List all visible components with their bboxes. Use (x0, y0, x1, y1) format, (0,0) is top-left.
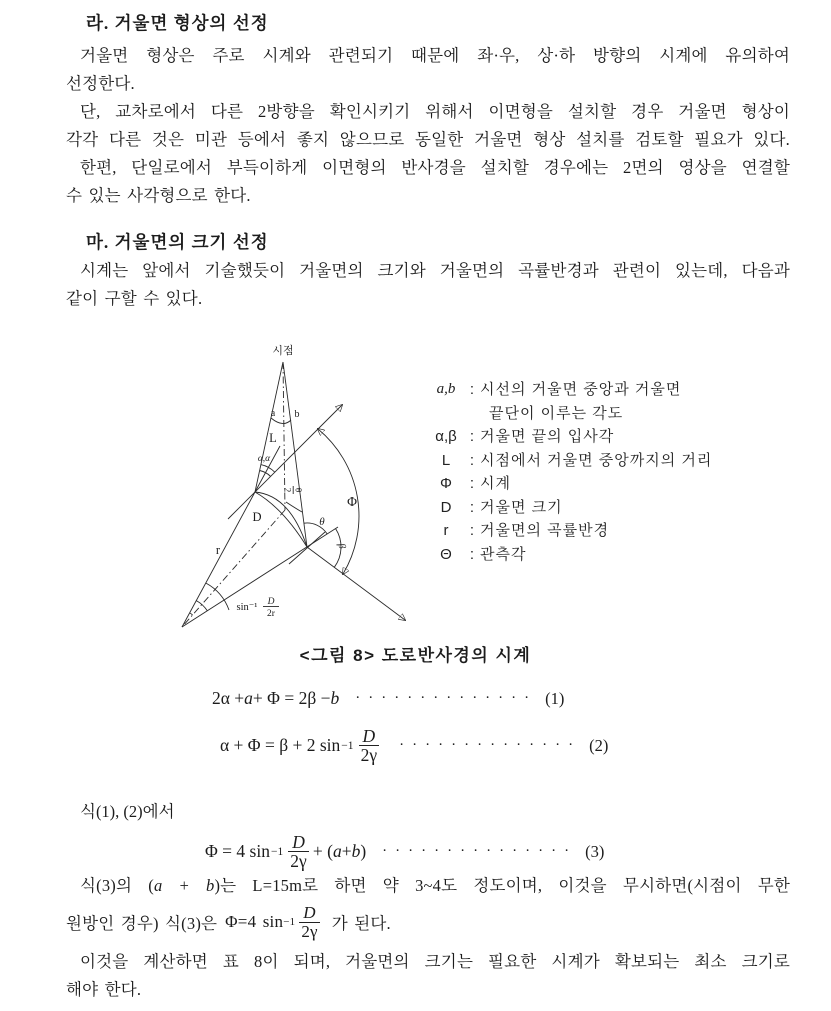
closing-paragraph (66, 948, 790, 1004)
equation-3: Φ = 4 sin −1 $\frac{D}{2\gamma}$ + ( a + b ) ··············· (3) (205, 832, 605, 872)
legend-symbol: α,β (435, 428, 457, 445)
label-alpha-alpha: α,α (257, 454, 271, 464)
svg-text:θ: θ (293, 487, 304, 493)
text-line: 같이 구할 수 있다. (66, 289, 203, 308)
label-phi: Φ (347, 494, 357, 509)
closing-paragraph (66, 872, 790, 900)
label-sin-inverse (237, 597, 279, 619)
paragraph (66, 154, 790, 210)
legend-symbol: Φ (440, 475, 452, 492)
label-beta (335, 542, 347, 550)
paragraph (66, 42, 790, 98)
viewpoint-label: 시점 (272, 345, 294, 357)
mirror-chord (255, 492, 307, 547)
dot-leader: ··············· (382, 843, 578, 860)
text-line: 시계는 앞에서 기술했듯이 거울면의 크기와 거울면의 곡률반경과 관련이 있는데, 다음과 (80, 261, 790, 280)
equation-2: α + Φ = β + 2 sin −1 $\frac{D}{2\gamma}$ ·············· (2) (220, 726, 609, 766)
equation-number: (3) (585, 841, 605, 861)
legend-row: a,b : 시선의 거울면 중앙과 거울면 (428, 378, 712, 402)
mirror-front-surface (255, 492, 307, 547)
text-line: 수 있는 사각형으로 한다. (66, 186, 251, 205)
radius-right-extended (182, 527, 338, 627)
svg-text:D: D (267, 597, 275, 607)
legend-row: α,β : 거울면 끝의 입사각 (428, 425, 712, 449)
equation-number: (2) (589, 735, 609, 755)
geometry-diagram (145, 340, 455, 640)
legend-row: r : 거울면의 곡률반경 (428, 519, 712, 543)
legend-row: L : 시점에서 거울면 중앙까지의 거리 (428, 449, 712, 473)
section-heading-la: 라. 거울면 형상의 선정 (86, 13, 269, 33)
legend-label: 시선의 거울면 중앙과 거울면 (480, 381, 682, 398)
svg-text:sin⁻¹: sin⁻¹ (236, 602, 258, 613)
text-line-with-formula: 원방인 경우) 식(3)은 Φ=4 sin −1 $\frac{D}{2\gamma}$ 가 된다. (66, 902, 391, 941)
legend-label: 끝단이 이루는 각도 (489, 404, 624, 422)
equation-intro: 식(1), (2)에서 (80, 802, 175, 821)
text-line: 한편, 단일로에서 부득이하게 이면형의 반사경을 설치할 경우에는 2면의 영상을 연결할 (80, 158, 790, 177)
fov-ray-left-arrow (228, 405, 342, 519)
sight-line-left (255, 362, 283, 492)
label-D: D (252, 510, 262, 524)
figure-caption: <그림 8> 도로반사경의 시계 (299, 646, 532, 665)
equation-number: (1) (545, 688, 565, 708)
normal-tick-left-edge (255, 446, 280, 492)
legend-symbol: L (441, 451, 451, 469)
legend-label: 거울면 끝의 입사각 (480, 428, 615, 445)
angle-arc-center-small (190, 613, 193, 615)
text-line: 해야 한다. (66, 980, 142, 999)
fraction: $\frac{D}{2\gamma}$ (299, 904, 319, 941)
figure-legend (428, 378, 712, 566)
paragraph (66, 98, 790, 154)
label-theta: θ (319, 516, 325, 528)
legend-row: Θ : 관측각 (428, 543, 712, 567)
inline-equation: Φ=4 sin −1 $\frac{D}{2\gamma}$ (225, 904, 324, 941)
fraction: $\frac{D}{2\gamma}$ (359, 727, 380, 765)
legend-symbol: r (443, 522, 449, 539)
fov-ray-right-arrow (307, 547, 405, 620)
legend-label: 거울면의 곡률반경 (480, 522, 610, 539)
tangent-tick-right-edge (289, 532, 325, 564)
legend-symbol: D (440, 498, 452, 516)
legend-label: 관측각 (480, 545, 527, 563)
legend-label: 시점에서 거울면 중앙까지의 거리 (480, 451, 713, 469)
legend-row (428, 402, 712, 426)
svg-text:β: β (335, 542, 348, 550)
text-line: 거울면 형상은 주로 시계와 관련되기 때문에 좌·우, 상·하 방향의 시계에 유의하여 (80, 46, 790, 65)
equation-1: 2α + a + Φ = 2β − b ·············· (1) (212, 688, 565, 708)
paragraph (66, 257, 790, 313)
label-r: r (215, 543, 221, 557)
svg-text:2: 2 (282, 487, 293, 493)
fraction: $\frac{D}{2\gamma}$ (288, 833, 309, 871)
legend-row: Φ : 시계 (428, 472, 712, 496)
figure-road-mirror-geometry (0, 340, 831, 640)
legend-label: 시계 (480, 475, 511, 492)
label-L: L (269, 431, 277, 445)
text-line: 선정한다. (66, 74, 135, 93)
svg-text:2r: 2r (267, 609, 275, 619)
legend-label: 거울면 크기 (480, 498, 563, 516)
legend-symbol: Θ (440, 545, 452, 563)
legend-symbol: a,b (436, 381, 456, 397)
label-a: a (270, 408, 276, 419)
dot-leader: ·············· (399, 737, 582, 754)
legend-row: D : 거울면 크기 (428, 496, 712, 520)
text-line: 이것을 계산하면 표 8이 되며, 거울면의 크기는 필요한 시계가 확보되는 최소 크기로 (80, 952, 790, 971)
text-line: 단, 교차로에서 다른 2방향을 확인시키기 위해서 이면형을 설치할 경우 거울면 형상이 (80, 102, 790, 121)
text-line: 각각 다른 것은 미관 등에서 좋지 않으므로 동일한 거울면 형상 설치를 검토할 필요가 있다. (66, 130, 790, 149)
dot-leader: ·············· (355, 690, 538, 706)
label-b: b (294, 409, 300, 420)
section-heading-ma: 마. 거울면의 크기 선정 (86, 232, 269, 252)
text-line: 식(3)의 (a + b)는 L=15m로 하면 약 3~4도 정도이며, 이것을 무시하면(시점이 무한 (80, 876, 791, 895)
